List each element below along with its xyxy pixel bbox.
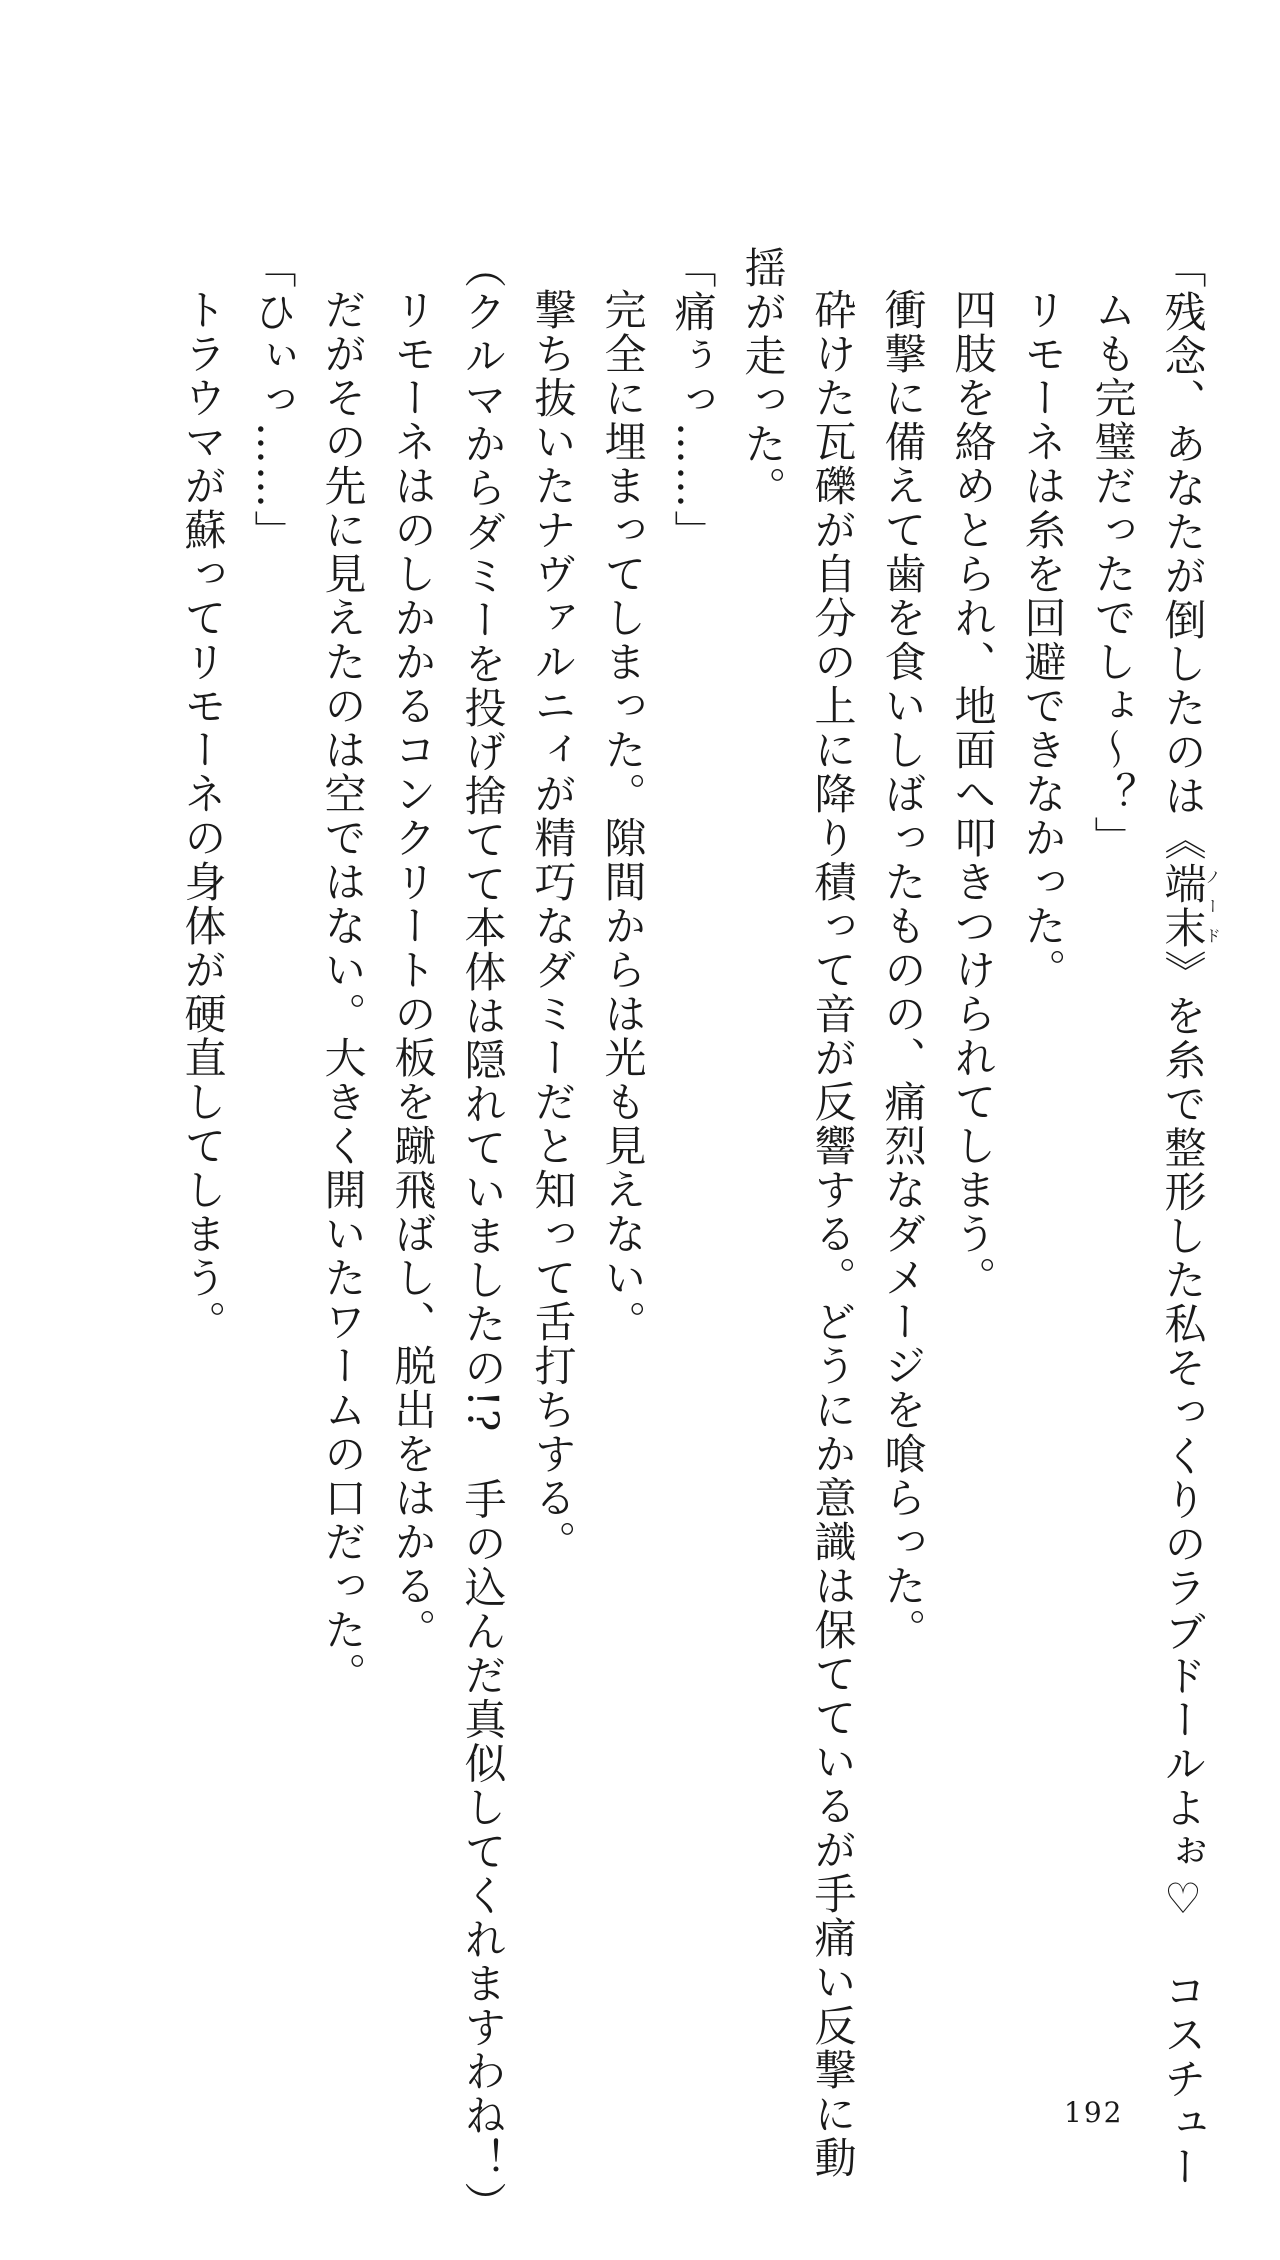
text-line: 撃ち抜いたナヴァルニィが精巧なダミーだと知って舌打ちする。 (528, 288, 578, 1564)
text-line: リモーネはのしかかるコンクリートの板を蹴飛ばし、脱出をはかる。 (388, 288, 438, 1652)
text-line: 「ひぃっ……」 (248, 246, 298, 554)
ruby-reading: ノード (1202, 862, 1222, 950)
text-line (1148, 246, 1222, 2189)
text-line: 完全に埋まってしまった。隙間からは光も見えない。 (598, 288, 648, 1344)
text-line: リモーネは糸を回避できなかった。 (1018, 288, 1068, 992)
text-line: 衝撃に備えて歯を食いしばったものの、痛烈なダメージを喰らった。 (878, 288, 928, 1652)
bracket-close: 》 (1158, 950, 1208, 994)
text-line: （クルマからダミーを投げ捨てて本体は隠れていましたの!? 手の込んだ真似してくれますわね！） (458, 246, 508, 2226)
text-line: ムも完璧だったでしょ～？」 (1088, 288, 1138, 860)
text-line-start: 「残念、あなたが倒したのは (1158, 246, 1208, 818)
ruby-base: 端末 (1158, 862, 1208, 950)
text-line: 揺が走った。 (738, 246, 788, 510)
text-line: 「痛ぅっ……」 (668, 246, 718, 554)
text-line: トラウマが蘇ってリモーネの身体が硬直してしまう。 (178, 288, 228, 1344)
ruby-term (1158, 862, 1222, 950)
text-line-end: を糸で整形した私そっくりのラブドールよぉ♡ コスチュー (1158, 994, 1208, 2189)
bracket-open: 《 (1158, 818, 1208, 862)
text-line: 砕けた瓦礫が自分の上に降り積って音が反響する。どうにか意識は保てているが手痛い反撃に動 (808, 288, 858, 2180)
text-line: 四肢を絡めとられ、地面へ叩きつけられてしまう。 (948, 288, 998, 1300)
page-number: 192 (1064, 2096, 1124, 2129)
text-line: だがその先に見えたのは空ではない。大きく開いたワームの口だった。 (318, 288, 368, 1696)
